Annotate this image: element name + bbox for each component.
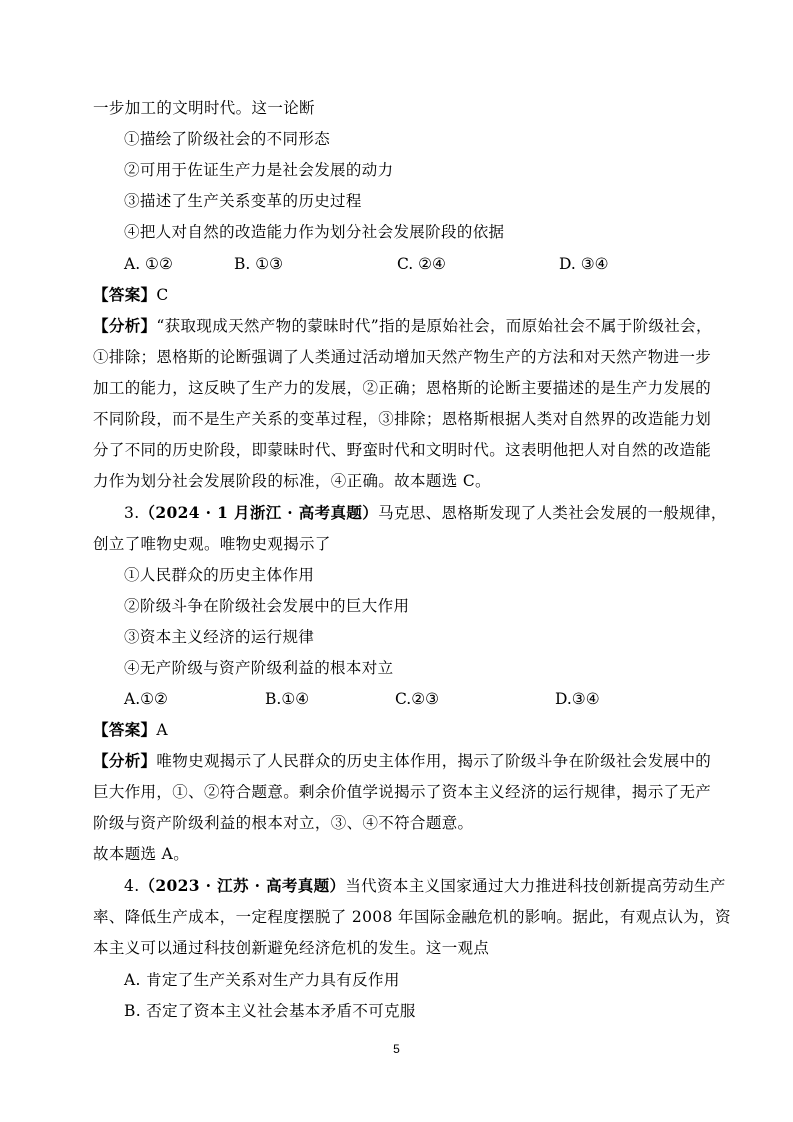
q4-stem-line-3: 本主义可以通过科技创新避免经济危机的发生。这一观点 xyxy=(93,939,490,957)
q3-analysis-line-1 xyxy=(93,751,711,771)
q3-option-d: D.③④ xyxy=(555,690,600,708)
q3-option-b: B.①④ xyxy=(265,690,310,708)
q2-analysis-line-3: 加工的能力，这反映了生产力的发展，②正确；恩格斯的论断主要描述的是生产力发展的 xyxy=(93,379,712,397)
page-number: 5 xyxy=(393,1042,400,1056)
q2-answer-tag: 【答案】 xyxy=(93,285,157,304)
q2-answer-value: C xyxy=(156,286,169,304)
q2-analysis-line-1 xyxy=(93,316,712,336)
q4-option-a: A. 肯定了生产关系对生产力具有反作用 xyxy=(124,971,400,989)
q2-analysis-tag: 【分析】 xyxy=(93,316,157,335)
q3-answer xyxy=(93,720,168,740)
q4-stem-text-1: 当代资本主义国家通过大力推进科技创新提高劳动生产 xyxy=(345,877,726,895)
q3-statement-2: ②阶级斗争在阶级社会发展中的巨大作用 xyxy=(124,597,410,615)
q2-statement-1: ①描绘了阶级社会的不同形态 xyxy=(124,130,331,148)
q2-analysis-line-2: ①排除；恩格斯的论断强调了人类通过活动增加天然产物生产的方法和对天然产物进一步 xyxy=(93,348,712,366)
q3-analysis-text-1: 唯物史观揭示了人民群众的历史主体作用，揭示了阶级斗争在阶级社会发展中的 xyxy=(156,752,712,770)
q3-stem-line-2: 创立了唯物史观。唯物史观揭示了 xyxy=(93,535,331,553)
q3-analysis-line-4: 故本题选 A。 xyxy=(93,845,190,863)
q4-stem-line-2: 率、降低生产成本，一定程度摆脱了 2008 年国际金融危机的影响。据此，有观点认为，资 xyxy=(93,908,731,926)
q3-number: 3. xyxy=(124,504,140,522)
q3-statement-1: ①人民群众的历史主体作用 xyxy=(124,566,315,584)
q2-answer xyxy=(93,285,169,305)
q2-analysis-line-6: 力作为划分社会发展阶段的标准，④正确。故本题选 C。 xyxy=(93,472,491,490)
q3-answer-tag: 【答案】 xyxy=(93,720,157,739)
q2-option-a: A. ①② xyxy=(124,255,173,273)
q3-source: （2024 · 1 月浙江 · 高考真题） xyxy=(139,503,379,522)
q3-option-a: A.①② xyxy=(124,690,168,708)
q3-statement-4: ④无产阶级与资产阶级利益的根本对立 xyxy=(124,659,394,677)
q4-stem-line-1 xyxy=(124,876,726,896)
q3-stem-text-1: 马克思、恩格斯发现了人类社会发展的一般规律， xyxy=(378,504,727,522)
q3-analysis-tag: 【分析】 xyxy=(93,751,157,770)
q4-option-b: B. 否定了资本主义社会基本矛盾不可克服 xyxy=(124,1002,416,1020)
q2-statement-2: ②可用于佐证生产力是社会发展的动力 xyxy=(124,161,394,179)
q2-analysis-line-4: 不同阶段，而不是生产关系的变革过程，③排除；恩格斯根据人类对自然界的改造能力划 xyxy=(93,410,712,428)
q3-analysis-line-3: 阶级与资产阶级利益的根本对立，③、④不符合题意。 xyxy=(93,814,474,832)
q2-option-d: D. ③④ xyxy=(559,255,609,273)
q2-statement-4: ④把人对自然的改造能力作为划分社会发展阶段的依据 xyxy=(124,223,505,241)
q3-answer-value: A xyxy=(156,721,168,739)
intro-line: 一步加工的文明时代。这一论断 xyxy=(93,99,315,117)
q3-option-c: C.②③ xyxy=(395,690,440,708)
q4-number: 4. xyxy=(124,877,140,895)
q2-option-c: C. ②④ xyxy=(397,255,446,273)
q2-option-b: B. ①③ xyxy=(234,255,284,273)
q3-statement-3: ③资本主义经济的运行规律 xyxy=(124,628,315,646)
q2-analysis-line-5: 分了不同的历史阶段，即蒙昧时代、野蛮时代和文明时代。这表明他把人对自然的改造能 xyxy=(93,441,712,459)
q3-analysis-line-2: 巨大作用，①、②符合题意。剩余价值学说揭示了资本主义经济的运行规律，揭示了无产 xyxy=(93,783,712,801)
q2-analysis-text-1: “获取现成天然产物的蒙昧时代”指的是原始社会，而原始社会不属于阶级社会， xyxy=(156,317,712,335)
q2-statement-3: ③描述了生产关系变革的历史过程 xyxy=(124,192,362,210)
q3-stem-line-1 xyxy=(124,503,727,523)
q4-source: （2023 · 江苏 · 高考真题） xyxy=(139,876,346,895)
